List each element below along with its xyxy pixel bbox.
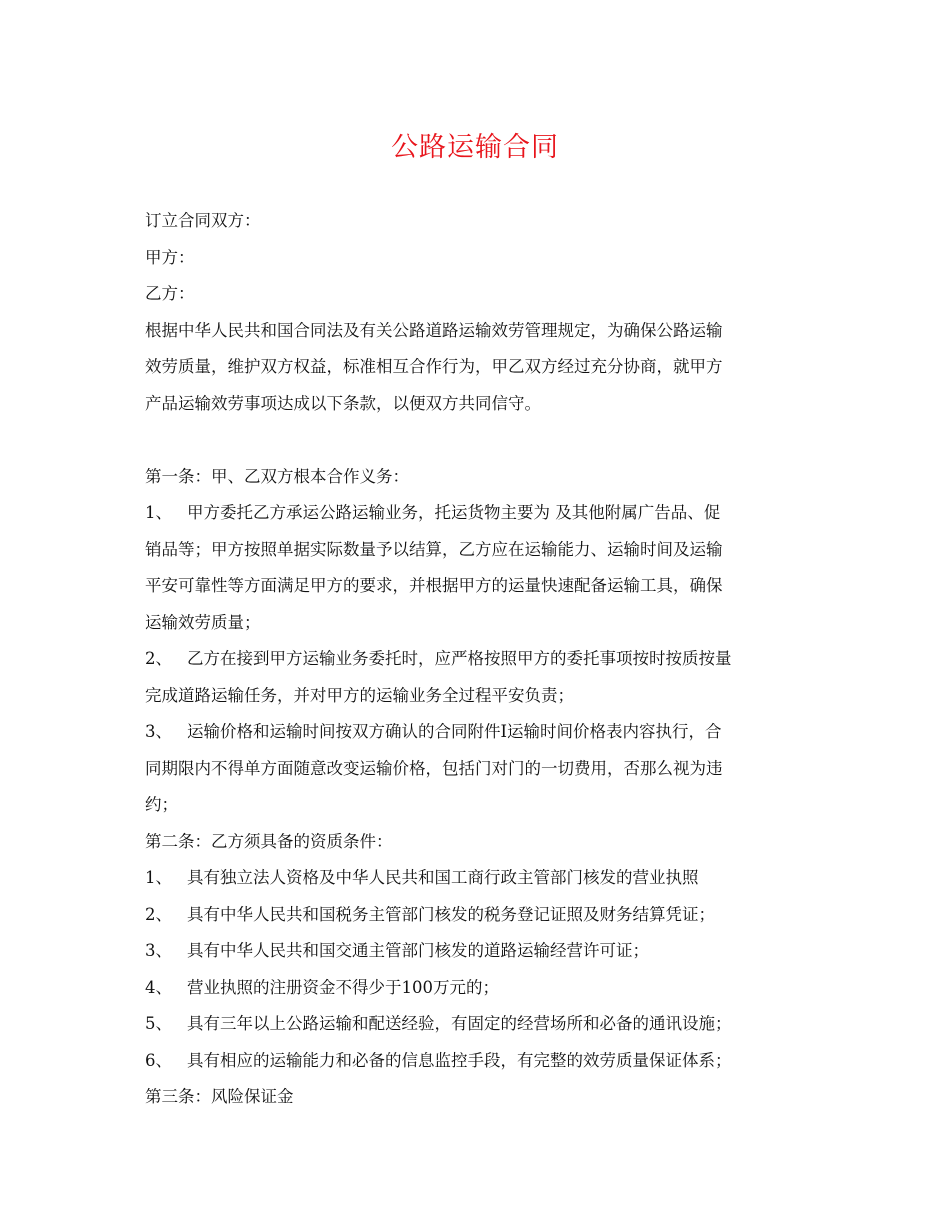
item-text: 运输价格和运输时间按双方确认的合同附件Ⅰ运输时间价格表内容执行，合 (187, 722, 722, 741)
item-text: 具有相应的运输能力和必备的信息监控手段，有完整的效劳质量保证体系； (187, 1050, 732, 1070)
article2-item (145, 860, 805, 897)
item-number: 3、 (145, 941, 172, 960)
paragraph-spacer (145, 422, 805, 459)
item-number: 6、 (145, 1050, 172, 1070)
preamble-line: 效劳质量，维护双方权益，标准相互合作行为，甲乙双方经过充分协商，就甲方 (145, 357, 723, 376)
article1-item1-line: 运输效劳质量； (145, 612, 261, 632)
article2-item (145, 933, 805, 970)
document-body (145, 203, 805, 1116)
article2-heading: 第二条：乙方须具备的资质条件： (145, 831, 393, 851)
article2-item (145, 1006, 805, 1043)
item-number: 5、 (145, 1014, 172, 1033)
parties-line: 订立合同双方： (145, 211, 261, 230)
item-text: 具有中华人民共和国交通主管部门核发的道路运输经营许可证； (187, 941, 649, 960)
item-text: 具有中华人民共和国税务主管部门核发的税务登记证照及财务结算凭证； (187, 904, 715, 924)
article2-item (145, 970, 805, 1007)
item-number: 4、 (145, 977, 172, 997)
article1-item3-line (145, 714, 805, 751)
item-number: 1、 (145, 503, 172, 522)
item-number: 2、 (145, 904, 172, 924)
preamble-line: 根据中华人民共和国合同法及有关公路道路运输效劳管理规定，为确保公路运输 (145, 320, 723, 340)
item-number: 3、 (145, 722, 172, 741)
article3-heading: 第三条：风险保证金 (145, 1087, 294, 1106)
article1-item2-line (145, 641, 805, 678)
item-number: 1、 (145, 868, 172, 887)
article1-item1-line: 销品等；甲方按照单据实际数量予以结算，乙方应在运输能力、运输时间及运输 (145, 539, 723, 559)
preamble-line: 产品运输效劳事项达成以下条款，以便双方共同信守。 (145, 393, 541, 413)
article1-item1-line (145, 495, 805, 532)
party-a-line: 甲方： (145, 247, 195, 267)
item-text: 营业执照的注册资金不得少于100万元的； (187, 977, 499, 997)
item-text: 具有独立法人资格及中华人民共和国工商行政主管部门核发的营业执照 (187, 868, 699, 887)
item-text: 甲方委托乙方承运公路运输业务，托运货物主要为 及其他附属广告品、促 (187, 503, 721, 522)
article1-item3-line: 约； (145, 795, 178, 814)
article2-item (145, 897, 805, 934)
article1-item1-line: 平安可靠性等方面满足甲方的要求，并根据甲方的运量快速配备运输工具，确保 (145, 576, 723, 595)
item-number: 2、 (145, 649, 172, 668)
item-text: 具有三年以上公路运输和配送经验，有固定的经营场所和必备的通讯设施； (187, 1014, 732, 1033)
article1-item2-line: 完成道路运输任务，并对甲方的运输业务全过程平安负责； (145, 685, 574, 705)
party-b-line: 乙方： (145, 284, 195, 303)
article1-item3-line: 同期限内不得单方面随意改变运输价格，包括门对门的一切费用，否那么视为违 (145, 758, 723, 778)
item-text: 乙方在接到甲方运输业务委托时，应严格按照甲方的委托事项按时按质按量 (187, 649, 732, 668)
article1-heading: 第一条：甲、乙双方根本合作义务： (145, 466, 409, 486)
article2-item (145, 1043, 805, 1080)
document-title: 公路运输合同 (391, 132, 559, 163)
